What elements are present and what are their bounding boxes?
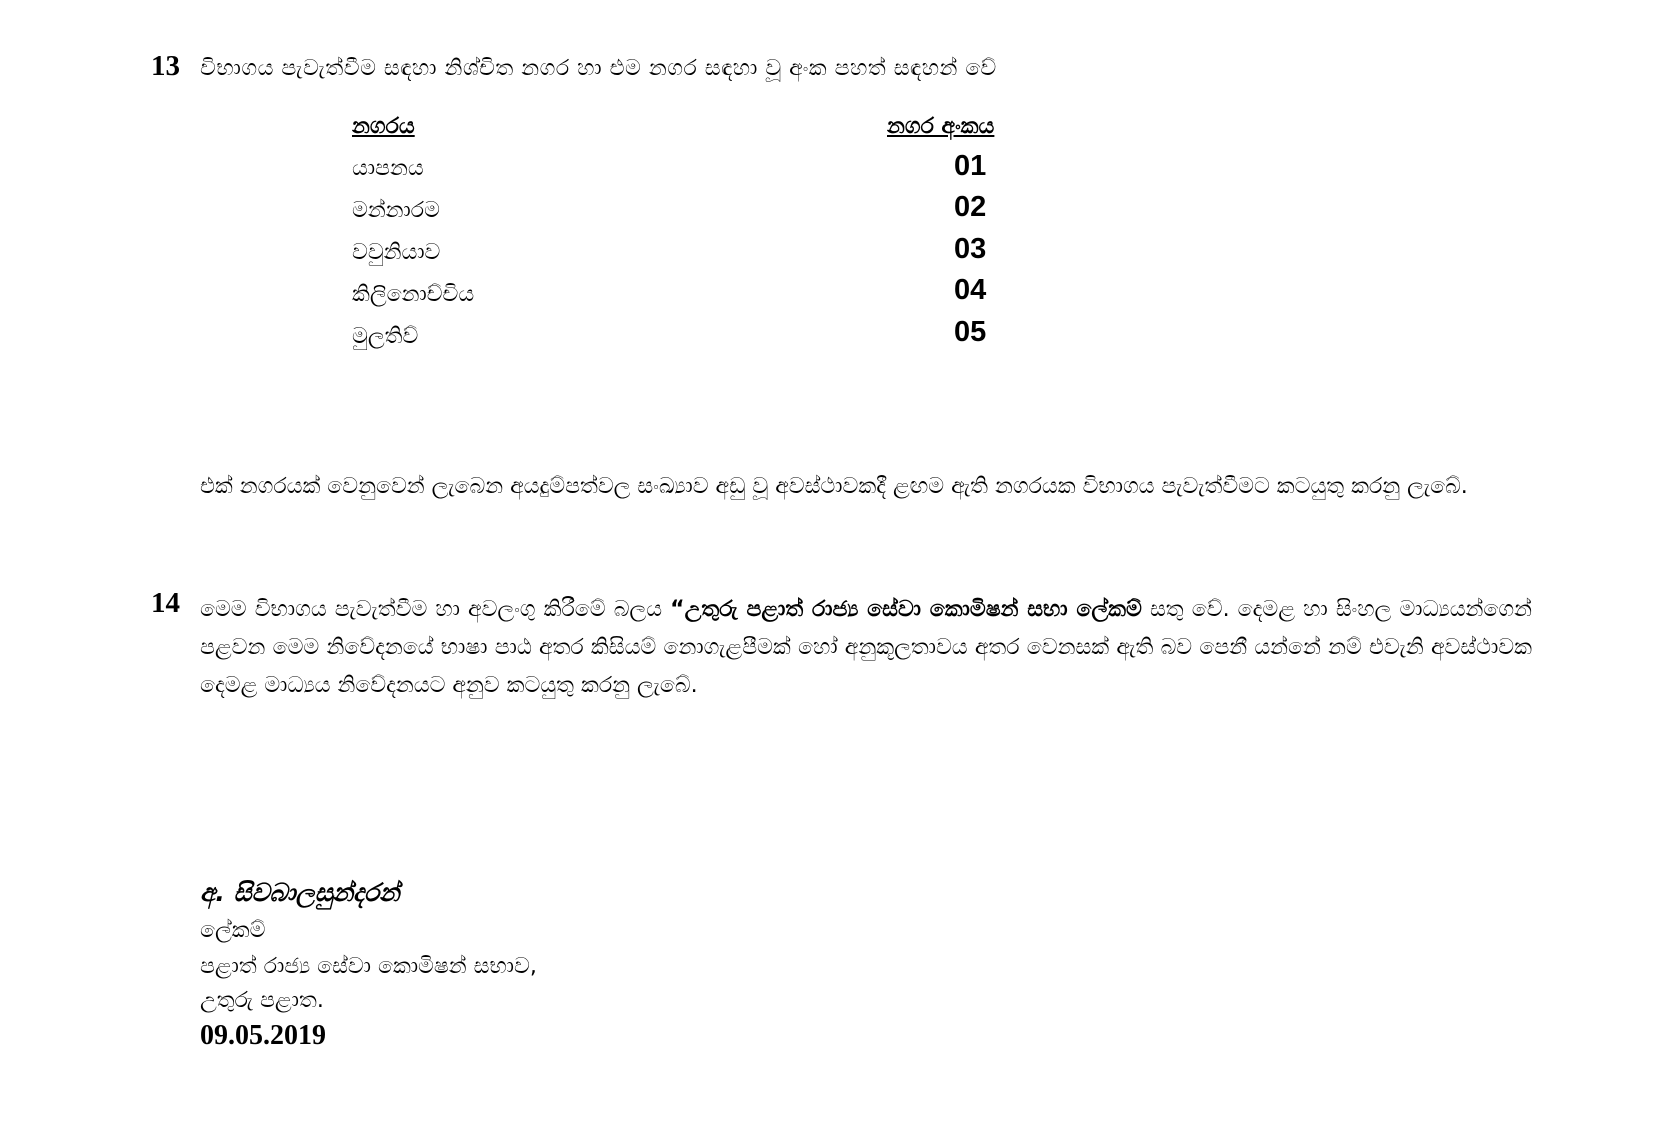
section-13-heading: විභාගය පැවැත්වීම සඳහා නිශ්චිත නගර හා එම නගර සඳහා වූ අංක පහත් සඳහන් වේ	[200, 56, 997, 81]
section-14-text-after: සතු වේ. දෙමළ හා සිංහල මාධ්‍යයන්ගෙන් පළවන මෙම නිවේදනයේ භාෂා පාඨ අතර කිසියම් නොගැළපීමක් හෝ අනුකූලතාවය අතර වෙනසක් ඇති බව පෙනී යන්නේ නම් එවැනි අවස්ථාවක දෙමළ මාධ්‍යය නිවේදනයට අනුව කටයුතු කරනු ලැබේ.	[200, 597, 1533, 698]
city-name: මන්නාරම	[352, 198, 440, 223]
section-13-number: 13	[151, 50, 180, 82]
section-14-number: 14	[151, 587, 180, 619]
signatory-name: අ. සිවබාලසුන්දරන්	[200, 878, 400, 907]
city-code: 05	[954, 316, 987, 348]
column-header-city: නගරය	[352, 114, 415, 139]
city-code: 03	[954, 233, 987, 265]
section-14-authority: “උතුරු පළාත් රාජ්‍ය සේවා කොමිෂන් සභා ලේකම්	[670, 597, 1142, 622]
city-code: 02	[954, 191, 987, 223]
section-14-paragraph	[200, 591, 1532, 705]
city-name: කිලිනොච්චිය	[352, 282, 475, 307]
document-date: 09.05.2019	[200, 1020, 326, 1051]
signatory-title: ලේකම්	[200, 918, 266, 943]
signatory-province: උතුරු පළාත.	[200, 988, 324, 1013]
section-13-note: එක් නගරයක් වෙනුවෙන් ලැබෙන අයදුම්පත්වල සංඛ්‍යාව අඩු වූ අවස්ථාවකදී ළඟම ඇති නගරයක විභාගය පැවැත්වීමට කටයුතු කරනු ලැබේ.	[200, 474, 1468, 499]
city-code: 04	[954, 274, 987, 306]
column-header-city-code: නගර අංකය	[887, 114, 995, 139]
signatory-organization: පළාත් රාජ්‍ය සේවා කොමිෂන් සභාව,	[200, 954, 537, 979]
city-name: මුලතිව්	[352, 324, 419, 349]
city-name: යාපනය	[352, 156, 424, 181]
section-14-text-before: මෙම විභාගය පැවැත්වීම හා අවලංගු කිරීමේ බලය	[200, 597, 671, 622]
city-code: 01	[954, 150, 987, 182]
city-name: වවුනියාව	[352, 240, 441, 265]
